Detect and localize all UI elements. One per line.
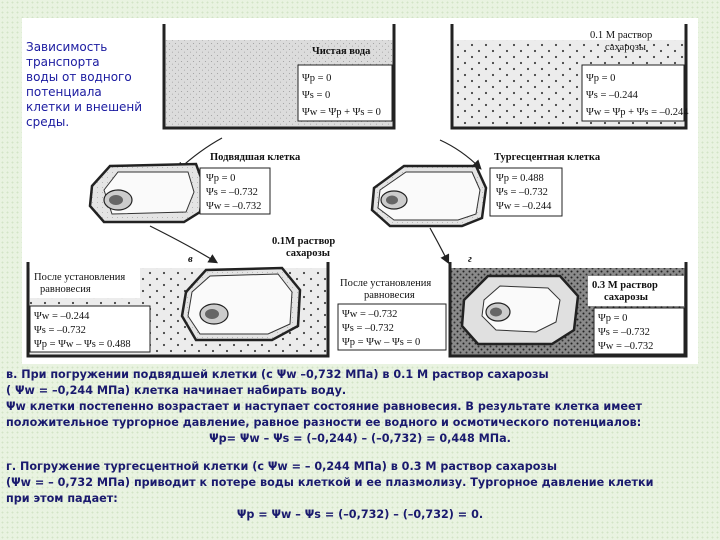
sucrose-01-psi-s: Ψs = –0.244 — [586, 90, 638, 101]
sucrose-01-title-1: 0.1 M раствор — [590, 30, 653, 41]
caption-b-line: ( Ψw = –0,244 МПа) клетка начинает набирать воду. — [6, 384, 347, 397]
solution-03-title-2: сахарозы — [604, 292, 648, 303]
flaccid-psi-s: Ψs = –0.732 — [206, 187, 258, 198]
equilibrium-g-center-psi-p: Ψp = Ψw – Ψs = 0 — [342, 337, 421, 348]
caption-b-line: в. При погружении подвядшей клетки (с Ψw –0,732 МПа) в 0.1 М раствор сахарозы — [6, 368, 549, 381]
intro-text — [26, 40, 154, 130]
arrow-label-1: 0.1M раствор — [272, 236, 336, 247]
equilibrium-g-title-2: равновесия — [364, 290, 415, 301]
caption-g-line: г. Погружение тургесцентной клетки (с Ψw = – 0,244 МПа) в 0.3 М раствор сахарозы — [6, 460, 558, 473]
equilibrium-v-title-2: равновесия — [40, 284, 91, 295]
equilibrium-v-psi-s: Ψs = –0.732 — [34, 325, 86, 336]
intro-line: среды. — [26, 115, 70, 129]
equilibrium-g-psi-w: Ψw = –0.732 — [598, 341, 654, 352]
caption-b-line: положительное тургорное давление, равное разности ее водного и осмотического потенциалов: — [6, 416, 642, 429]
arrow-label-2: сахарозы — [286, 248, 330, 259]
sucrose-01-psi-p: Ψp = 0 — [586, 73, 616, 84]
flaccid-cell-title: Подвядшая клетка — [210, 152, 301, 163]
caption — [6, 367, 714, 523]
intro-line: клетки и внешенй — [26, 100, 143, 114]
turgid-psi-w: Ψw = –0.244 — [496, 201, 552, 212]
pure-water-psi-p: Ψp = 0 — [302, 73, 332, 84]
flaccid-psi-w: Ψw = –0.732 — [206, 201, 262, 212]
turgid-psi-s: Ψs = –0.732 — [496, 187, 548, 198]
equilibrium-g-center-psi-w: Ψw = –0.732 — [342, 309, 398, 320]
caption-g-formula: Ψp = Ψw – Ψs = (–0,732) – (–0,732) = 0. — [236, 508, 484, 521]
turgid-psi-p: Ψp = 0.488 — [496, 173, 544, 184]
intro-line: потенциала — [26, 85, 102, 99]
caption-g-line: (Ψw = – 0,732 МПа) приводит к потере воды клеткой и ее плазмолизу. Тургорное давление клетки — [6, 476, 654, 489]
caption-g-line: при этом падает: — [6, 492, 118, 505]
sucrose-01-psi-w: Ψw = Ψp + Ψs = –0.244 — [586, 107, 689, 118]
equilibrium-g-title-1: После установления — [340, 278, 432, 289]
label-v: в — [188, 254, 193, 265]
equilibrium-v-title-1: После установления — [34, 272, 126, 283]
flaccid-psi-p: Ψp = 0 — [206, 173, 236, 184]
caption-b-formula: Ψp= Ψw – Ψs = (–0,244) – (–0,732) = 0,448 МПа. — [209, 432, 511, 445]
equilibrium-g-psi-p: Ψp = 0 — [598, 313, 628, 324]
intro-line: Зависимость — [26, 40, 108, 54]
sucrose-01-title-2: сахарозы — [605, 42, 646, 53]
turgid-cell-title: Тургесцентная клетка — [494, 152, 601, 163]
intro-line: транспорта — [26, 55, 100, 69]
pure-water-title: Чистая вода — [312, 46, 371, 57]
pure-water-psi-w: Ψw = Ψp + Ψs = 0 — [302, 107, 381, 118]
caption-b-line: Ψw клетки постепенно возрастает и наступает состояние равновесия. В результате клетка имеет — [6, 400, 643, 413]
pure-water-psi-s: Ψs = 0 — [302, 90, 331, 101]
intro-line: воды от водного — [26, 70, 132, 84]
solution-03-title-1: 0.3 M раствор — [592, 280, 658, 291]
label-g: г — [468, 254, 472, 265]
caption-gap — [6, 447, 714, 459]
equilibrium-g-psi-s: Ψs = –0.732 — [598, 327, 650, 338]
beaker-equilibrium-v — [28, 254, 328, 356]
equilibrium-v-psi-p: Ψp = Ψw – Ψs = 0.488 — [34, 339, 131, 350]
equilibrium-v-psi-w: Ψw = –0.244 — [34, 311, 90, 322]
equilibrium-g-center-psi-s: Ψs = –0.732 — [342, 323, 394, 334]
